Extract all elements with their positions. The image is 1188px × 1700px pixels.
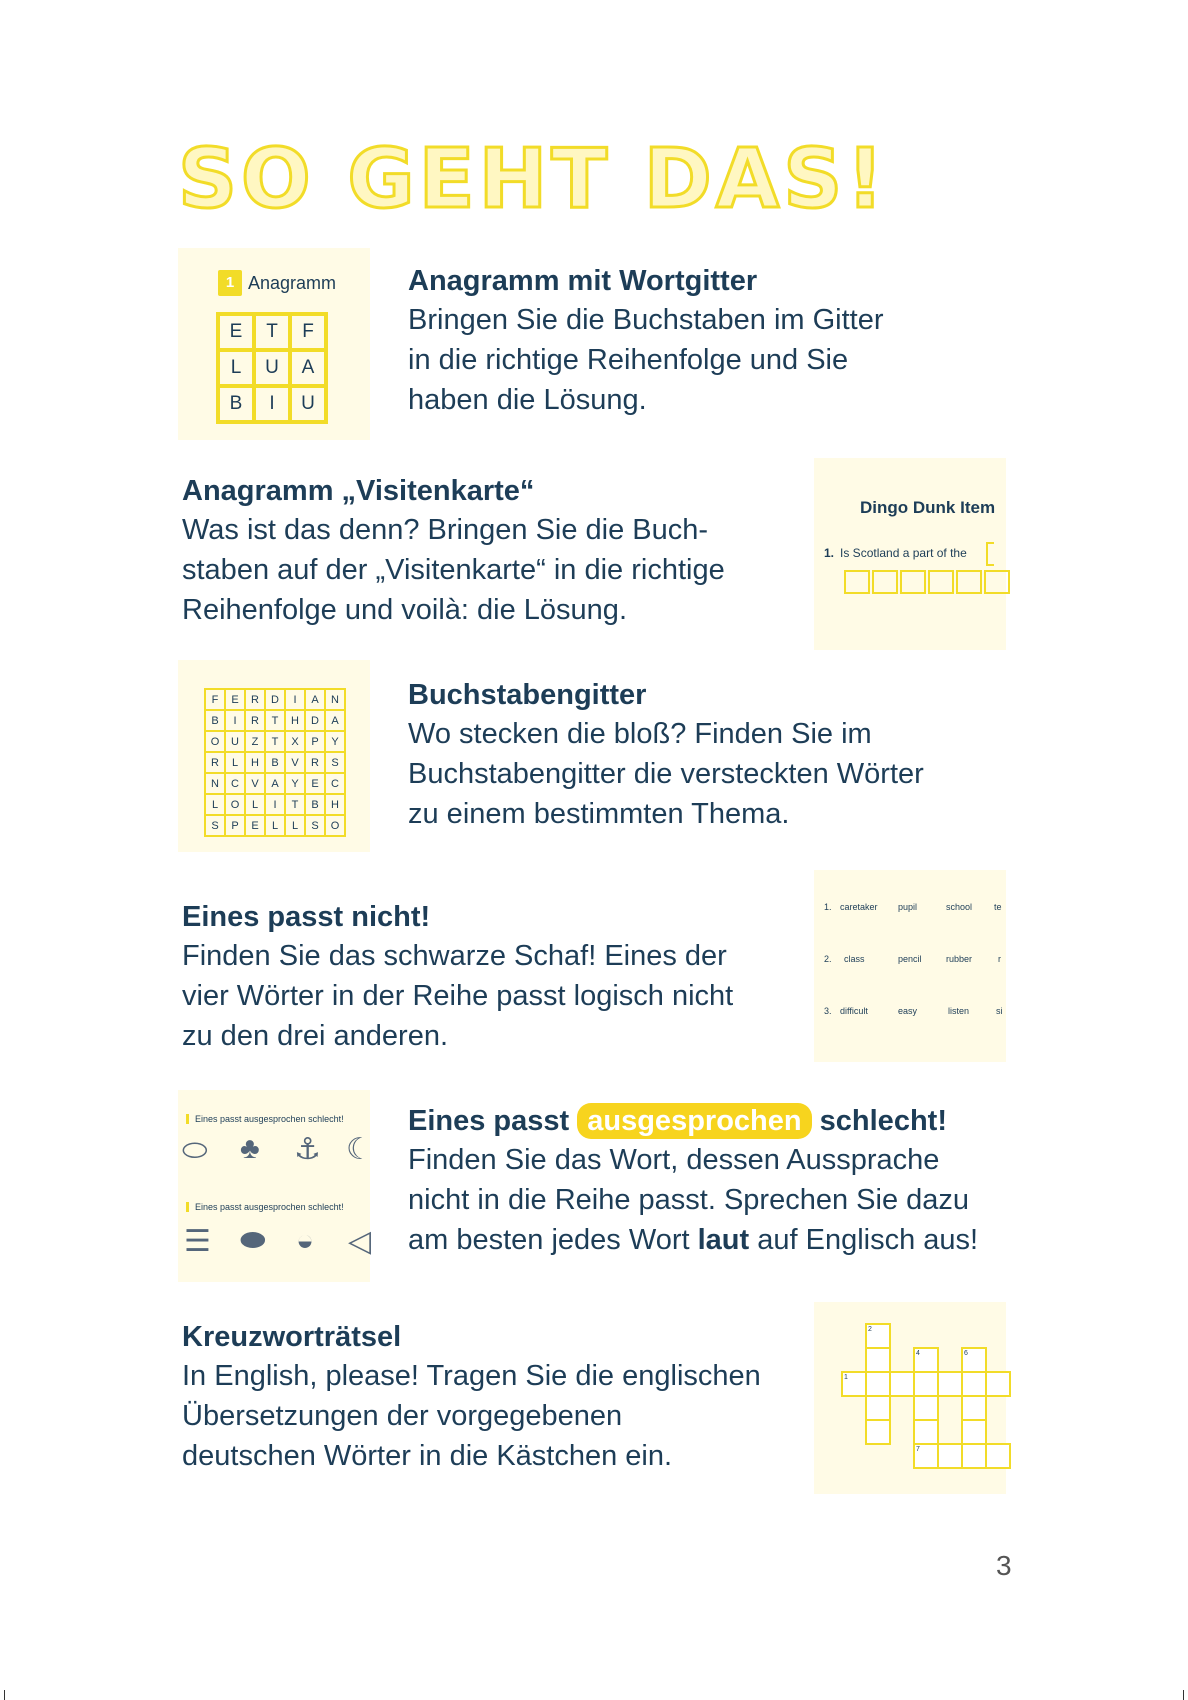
grid-letter: H [325, 794, 345, 815]
grid-letter: D [305, 710, 325, 731]
card-title: Dingo Dunk Item [860, 498, 996, 517]
word: listen [948, 1006, 970, 1016]
potato-sketch-icon: ⬭ [182, 1134, 208, 1167]
section-text-line: haben die Lösung. [408, 384, 647, 416]
section-text-line: Buchstabengitter die versteckten Wörter [408, 758, 924, 790]
section-text-line: Wo stecken die bloß? Finden Sie im [408, 718, 872, 750]
section-letter-grid [408, 676, 1028, 834]
grid-cell: U [254, 350, 290, 386]
grid-letter: L [225, 752, 245, 773]
grid-letter: T [265, 731, 285, 752]
answer-box [900, 570, 926, 594]
grid-letter: V [285, 752, 305, 773]
row-number: 3. [824, 1006, 832, 1016]
moon-sketch-icon: ☾ [346, 1133, 373, 1166]
grid-letter: R [245, 689, 265, 710]
highlighted-word: ausgesprochen [577, 1103, 811, 1139]
section-text-line: nicht in die Reihe passt. Sprechen Sie dazu [408, 1184, 970, 1216]
section-text-line: zu den drei anderen. [182, 1020, 449, 1052]
answer-box [844, 570, 870, 594]
exercise-label: Eines passt ausgesprochen schlecht! [186, 1114, 344, 1124]
exercise-label: Eines passt ausgesprochen schlecht! [186, 1202, 344, 1212]
odd-one-out-thumbnail [814, 870, 1006, 1062]
grid-letter: E [225, 689, 245, 710]
clue-number: 1 [844, 1374, 848, 1381]
page-number: 3 [996, 1550, 1012, 1581]
grid-cell: L [218, 350, 254, 386]
grid-letter: A [265, 773, 285, 794]
section-text-line: in die richtige Reihenfolge und Sie [408, 344, 849, 376]
grid-letter: N [205, 773, 225, 794]
grid-letter: V [245, 773, 265, 794]
grid-letter: L [245, 794, 265, 815]
word: pupil [898, 902, 918, 912]
grid-letter: H [285, 710, 305, 731]
crop-mark [4, 1690, 5, 1700]
word: pencil [898, 954, 922, 964]
section-text-line: Finden Sie das schwarze Schaf! Eines der [182, 940, 727, 972]
answer-box [872, 570, 898, 594]
grid-cell: T [254, 314, 290, 350]
skirt-sketch-icon: ☰ [184, 1225, 211, 1258]
grid-letter: Y [325, 731, 345, 752]
grid-letter: I [285, 689, 305, 710]
grid-letter: A [305, 689, 325, 710]
section-title: Eines passt nicht! [182, 901, 431, 933]
question-text: Is Scotland a part of the [840, 546, 967, 560]
section-text-line: Reihenfolge und voilà: die Lösung. [182, 594, 627, 626]
section-crossword [182, 1318, 822, 1476]
answer-box [984, 570, 1010, 594]
anchor-sketch-icon: ⚓ [294, 1133, 321, 1166]
section-text-line: In English, please! Tragen Sie die englischen [182, 1360, 761, 1392]
page-title: SO GEHT DAS! [178, 132, 888, 227]
grid-letter: F [205, 689, 225, 710]
grid-letter: S [305, 815, 325, 836]
word: difficult [840, 1006, 868, 1016]
grid-letter: E [305, 773, 325, 794]
grid-letter: O [205, 731, 225, 752]
grid-letter: L [285, 815, 305, 836]
grid-letter: S [325, 752, 345, 773]
clue-number: 2 [868, 1326, 872, 1333]
bird-sketch-icon: ◁ [348, 1225, 372, 1258]
grid-letter: Z [245, 731, 265, 752]
grid-letter: O [325, 815, 345, 836]
grid-letter: E [245, 815, 265, 836]
pineapple-sketch-icon: ♣ [240, 1132, 260, 1165]
answer-box-partial [986, 542, 994, 566]
pronunciation-thumbnail [178, 1090, 373, 1282]
grid-letter: R [245, 710, 265, 731]
letter-grid [204, 688, 346, 837]
word: easy [898, 1006, 918, 1016]
section-text-line: Was ist das denn? Bringen Sie die Buch- [182, 514, 709, 546]
exercise-label: Anagramm [248, 273, 337, 293]
grid-letter: H [245, 752, 265, 773]
section-text-line: zu einem bestimmten Thema. [408, 798, 790, 830]
text-part: auf Englisch aus! [757, 1224, 979, 1256]
grid-letter: I [225, 710, 245, 731]
clue-number: 7 [916, 1446, 920, 1453]
section-text-line: Finden Sie das Wort, dessen Aussprache [408, 1144, 940, 1176]
exercise-number-badge: 1 [218, 270, 242, 296]
title-part: schlecht! [819, 1105, 947, 1137]
section-business-card [182, 472, 802, 630]
crossword-grid [814, 1302, 1006, 1494]
section-text-line: Bringen Sie die Buchstaben im Gitter [408, 304, 884, 336]
grid-letter: P [225, 815, 245, 836]
answer-boxes [844, 570, 1010, 594]
grid-cell: I [254, 386, 290, 422]
clue-number: 6 [964, 1350, 968, 1357]
section-text-line: vier Wörter in der Reihe passt logisch nicht [182, 980, 734, 1012]
grid-letter: Y [285, 773, 305, 794]
section-title [408, 1102, 1048, 1140]
card-question [824, 546, 967, 560]
hippo-sketch-icon: ◒ [296, 1224, 315, 1257]
section-anagram-grid [408, 262, 1028, 420]
grid-letter: R [305, 752, 325, 773]
section-title: Kreuzworträtsel [182, 1321, 402, 1353]
clue-number: 4 [916, 1350, 920, 1357]
grid-letter: C [225, 773, 245, 794]
title-part: Eines passt [408, 1105, 570, 1137]
grid-letter: P [305, 731, 325, 752]
anagram-grid-thumbnail [178, 248, 370, 440]
grid-cell: U [290, 386, 326, 422]
section-text-line: staben auf der „Visitenkarte“ in die richtige [182, 554, 725, 586]
row-number: 2. [824, 954, 832, 964]
section-title: Anagramm mit Wortgitter [408, 265, 758, 297]
grid-cell: A [290, 350, 326, 386]
grid-letter: U [225, 731, 245, 752]
grid-letter: X [285, 731, 305, 752]
word: caretaker [840, 902, 878, 912]
word: class [844, 954, 865, 964]
word: te [994, 902, 1002, 912]
grid-letter: S [205, 815, 225, 836]
grid-cell: B [218, 386, 254, 422]
row-number: 1. [824, 902, 832, 912]
business-card-thumbnail [814, 458, 1006, 650]
letter-grid-thumbnail [178, 660, 370, 852]
word: school [946, 902, 973, 912]
anagram-letter-grid [216, 312, 328, 424]
grid-letter: A [325, 710, 345, 731]
grid-letter: N [325, 689, 345, 710]
grid-letter: T [265, 710, 285, 731]
section-title: Anagramm „Visitenkarte“ [182, 475, 535, 507]
word: r [998, 954, 1001, 964]
section-text-line [408, 1220, 1048, 1260]
grid-letter: L [265, 815, 285, 836]
answer-box [956, 570, 982, 594]
grid-letter: T [285, 794, 305, 815]
grid-letter: B [305, 794, 325, 815]
section-text-line: deutschen Wörter in die Kästchen ein. [182, 1440, 673, 1472]
word: rubber [946, 954, 973, 964]
grid-letter: B [265, 752, 285, 773]
grid-cell: F [290, 314, 326, 350]
grid-letter: D [265, 689, 285, 710]
section-pronunciation [408, 1102, 1048, 1260]
crossword-thumbnail [814, 1302, 1006, 1494]
fish-sketch-icon: ⬬ [240, 1224, 266, 1257]
grid-letter: C [325, 773, 345, 794]
grid-letter: B [205, 710, 225, 731]
grid-letter: L [205, 794, 225, 815]
section-odd-one-out [182, 898, 802, 1056]
grid-letter: O [225, 794, 245, 815]
grid-letter: R [205, 752, 225, 773]
word: si [996, 1006, 1003, 1016]
crop-mark [1183, 1690, 1184, 1700]
answer-box [928, 570, 954, 594]
grid-letter: I [265, 794, 285, 815]
bold-word: laut [697, 1224, 750, 1256]
text-part: am besten jedes Wort [408, 1224, 690, 1256]
grid-cell: E [218, 314, 254, 350]
section-text-line: Übersetzungen der vorgegebenen [182, 1400, 623, 1432]
question-number: 1. [824, 546, 835, 560]
section-title: Buchstabengitter [408, 679, 647, 711]
